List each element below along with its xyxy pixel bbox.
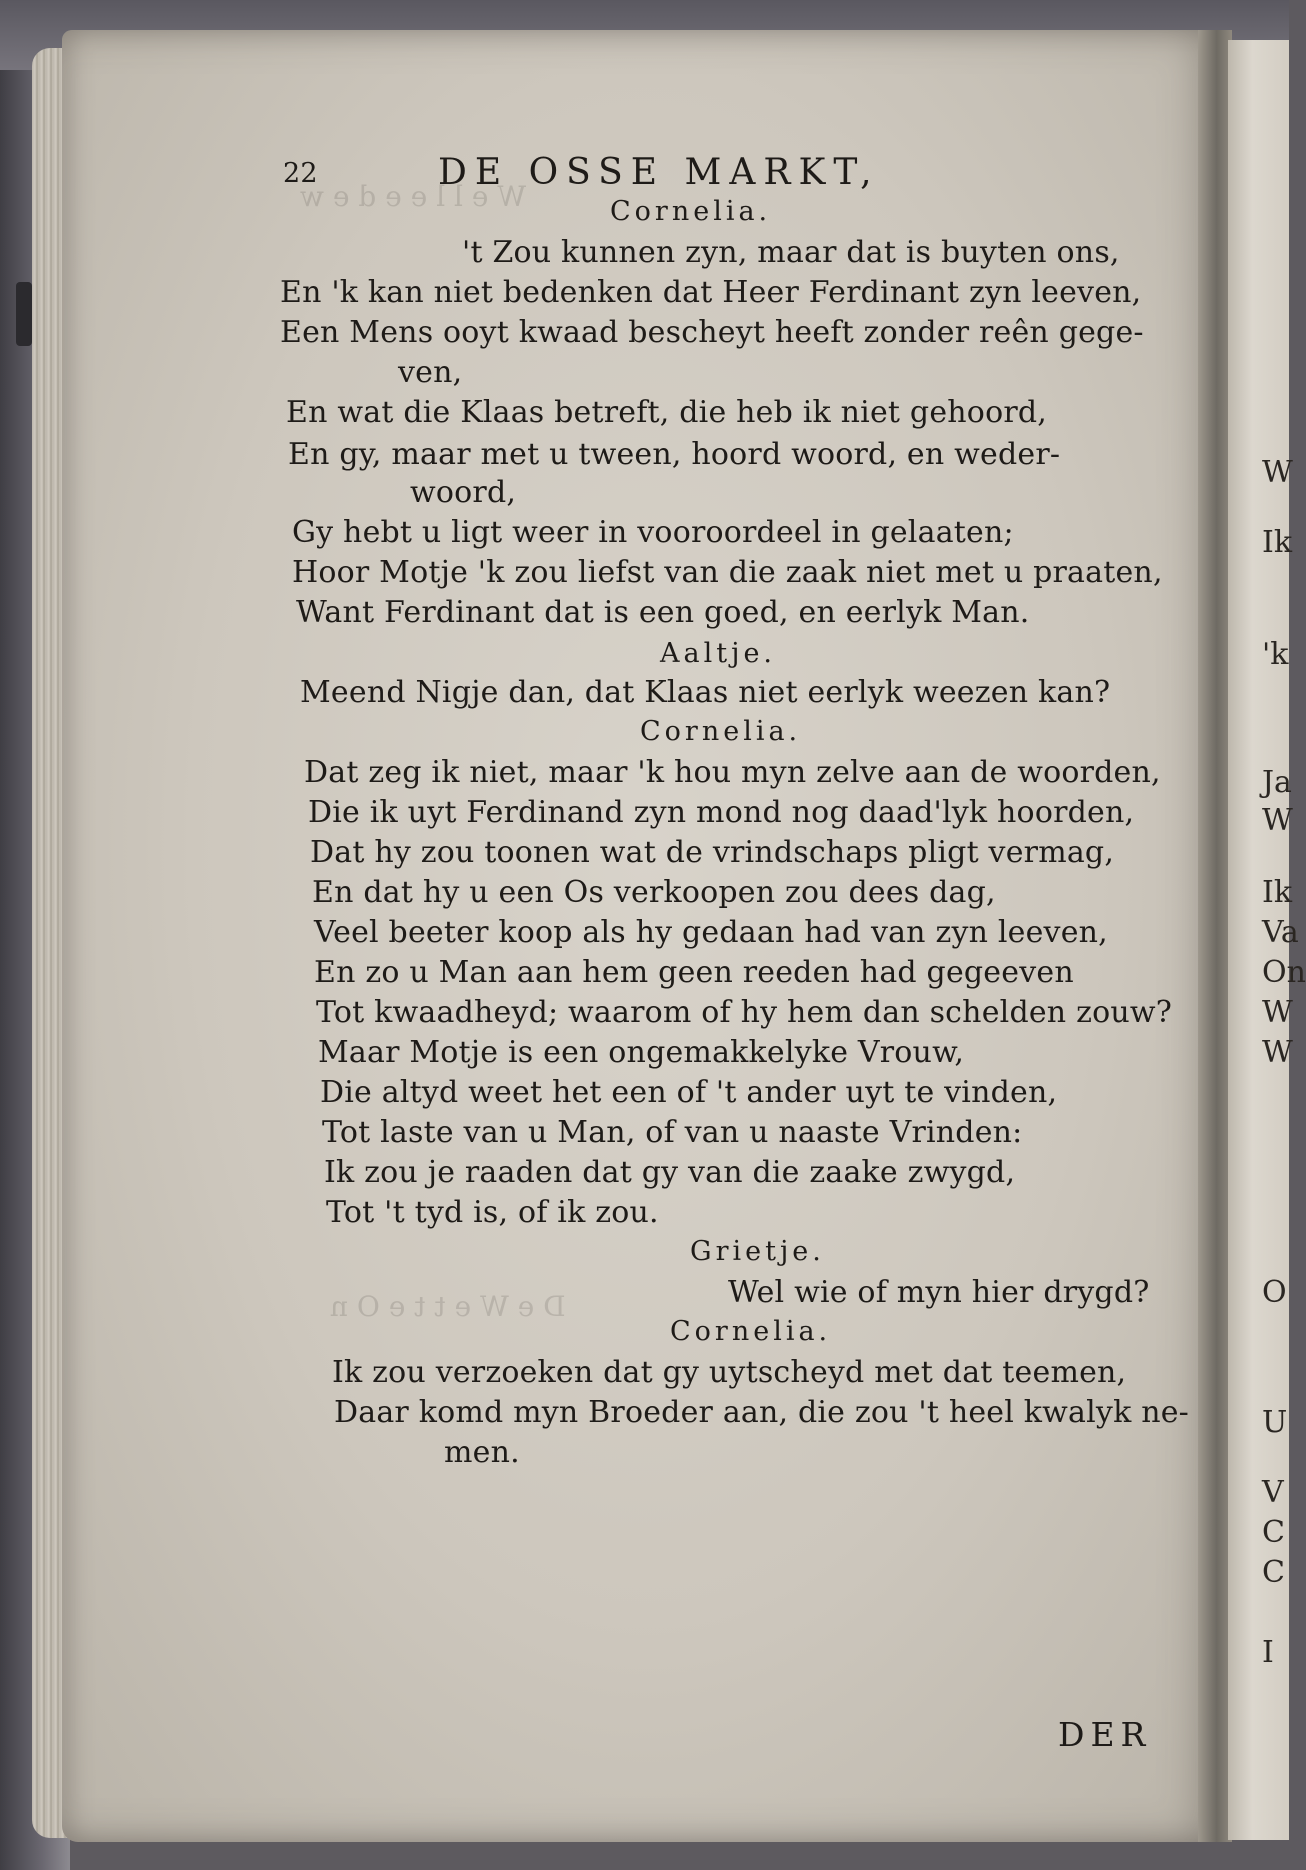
verse-line: men. [444, 1435, 520, 1470]
verse-line: En 'k kan niet bedenken dat Heer Ferdinant zyn leeven, [280, 275, 1142, 310]
facing-page-fragment: W [1262, 995, 1293, 1030]
verse-line: Tot 't tyd is, of ik zou. [326, 1195, 659, 1230]
verse-line: Dat hy zou toonen wat de vrindschaps pligt vermag, [310, 835, 1115, 870]
verse-line: Ik zou verzoeken dat gy uytscheyd met dat teemen, [332, 1355, 1127, 1390]
bleed-through: W e l l e e d e w [300, 180, 527, 213]
speaker-label: Cornelia. [670, 1316, 832, 1347]
facing-page-fragment: U [1262, 1405, 1288, 1440]
verse-line: Veel beeter koop als hy gedaan had van zyn leeven, [314, 915, 1108, 950]
verse-line: Maar Motje is een ongemakkelyke Vrouw, [318, 1035, 965, 1070]
verse-line: Die ik uyt Ferdinand zyn mond nog daad'lyk hoorden, [308, 795, 1135, 830]
verse-line: Ik zou je raaden dat gy van die zaake zwygd, [324, 1155, 1016, 1190]
verse-line: Dat zeg ik niet, maar 'k hou myn zelve aan de woorden, [304, 755, 1161, 790]
facing-page-fragment: V [1262, 1475, 1284, 1510]
facing-page-fragment: I [1262, 1635, 1274, 1670]
speaker-label: Cornelia. [610, 196, 772, 227]
verse-line: Meend Nigje dan, dat Klaas niet eerlyk weezen kan? [300, 675, 1111, 710]
running-head: DE OSSE MARKT, [438, 152, 880, 193]
verse-line: En zo u Man aan hem geen reeden had gegeeven [314, 955, 1074, 990]
verse-line: En dat hy u een Os verkoopen zou dees dag, [312, 875, 996, 910]
verse-line: ven, [398, 355, 463, 390]
facing-page-fragment: Ik [1262, 875, 1293, 910]
facing-page-fragment: C [1262, 1555, 1285, 1590]
verse-line: Tot kwaadheyd; waarom of hy hem dan schelden zouw? [316, 995, 1173, 1030]
verse-line: Gy hebt u ligt weer in vooroordeel in gelaaten; [292, 515, 1014, 550]
verse-line: Tot laste van u Man, of van u naaste Vrinden: [322, 1115, 1023, 1150]
facing-page-fragment: 'k [1262, 637, 1289, 672]
facing-page-fragment: W [1262, 803, 1293, 838]
facing-page-fragment: Ik [1262, 525, 1293, 560]
facing-page-fragment: C [1262, 1515, 1285, 1550]
facing-page-fragment: W [1262, 1035, 1293, 1070]
speaker-label: Aaltje. [660, 638, 777, 669]
verse-line: Wel wie of myn hier drygd? [728, 1275, 1150, 1310]
verse-line: Daar komd myn Broeder aan, die zou 't heel kwalyk ne- [334, 1395, 1190, 1430]
verse-line: woord, [410, 475, 517, 510]
verse-line: Want Ferdinant dat is een goed, en eerlyk Man. [296, 595, 1030, 630]
page-number: 22 [283, 158, 318, 189]
facing-page-fragment: W [1262, 455, 1293, 490]
speaker-label: Grietje. [690, 1236, 825, 1267]
facing-page-fragment: Va [1262, 915, 1299, 950]
catchword: DER [1058, 1715, 1152, 1754]
book-tab [16, 282, 32, 346]
bleed-through: D e W e t t e O n [330, 1290, 566, 1323]
book-gutter [1198, 30, 1232, 1842]
verse-line: 't Zou kunnen zyn, maar dat is buyten ons, [462, 235, 1120, 270]
verse-line: Een Mens ooyt kwaad bescheyt heeft zonder reên gege- [280, 315, 1144, 350]
verse-line: En gy, maar met u tween, hoord woord, en weder- [288, 437, 1061, 472]
verse-line: En wat die Klaas betreft, die heb ik niet gehoord, [286, 395, 1048, 430]
verse-line: Hoor Motje 'k zou liefst van die zaak niet met u praaten, [292, 555, 1163, 590]
facing-page-fragment: On [1262, 955, 1306, 990]
facing-page-fragment: Ja [1262, 765, 1292, 800]
speaker-label: Cornelia. [640, 716, 802, 747]
verse-line: Die altyd weet het een of 't ander uyt te vinden, [320, 1075, 1058, 1110]
facing-page-fragment: O [1262, 1275, 1287, 1310]
